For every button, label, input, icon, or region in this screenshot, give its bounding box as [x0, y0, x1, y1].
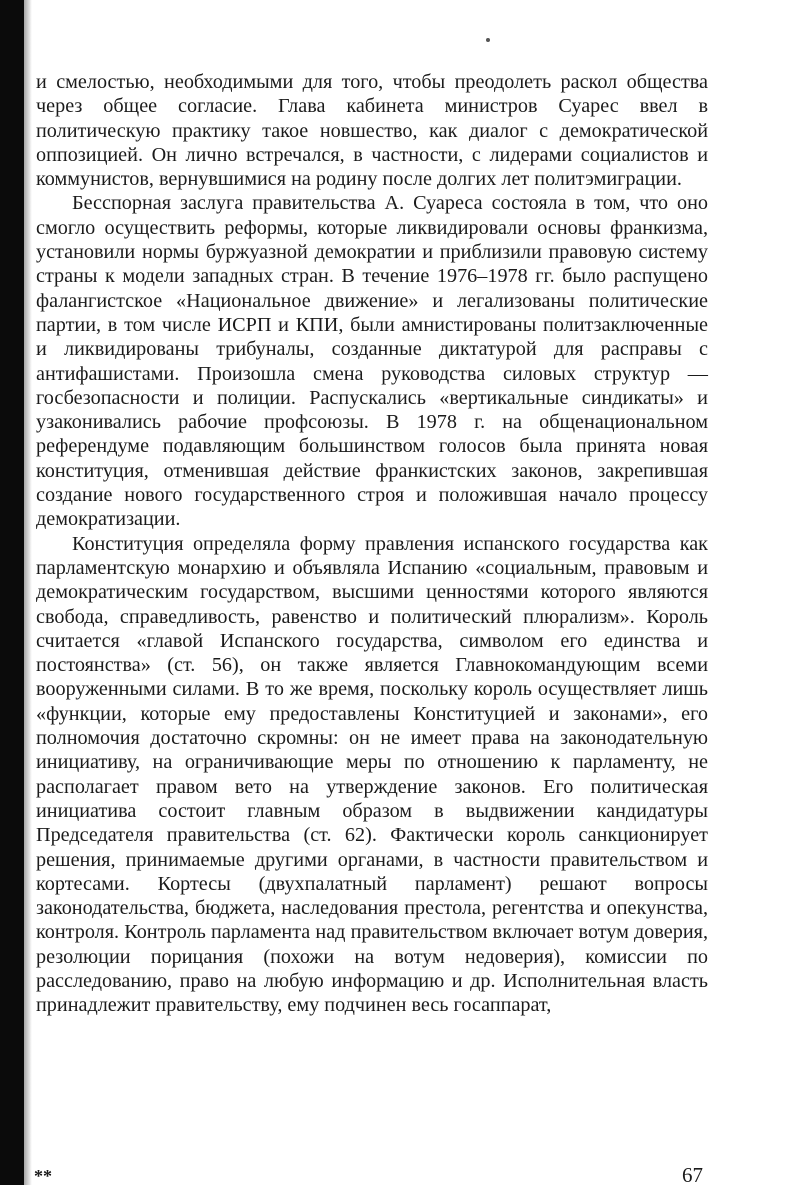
scan-speck — [486, 38, 490, 42]
page-body — [36, 70, 708, 1018]
scan-shadow-edge — [0, 0, 24, 1185]
paragraph-2: Бесспорная заслуга правительства А. Суареса состояла в том, что оно смогло осуществить реформы, которые ликвидировали основы франкизма, установили нормы буржуазной демократии и приблизили правовую систему страны к модели западных стран. В течение 1976–1978 гг. было распущено фалангистское «Национальное движение» и легализованы политические партии, в том числе ИСРП и КПИ, были амнистированы политзаключенные и ликвидированы трибуналы, созданные диктатурой для расправы с антифашистами. Произошла смена руководства силовых структур — госбезопасности и полиции. Распускались «вертикальные синдикаты» и узаконивались рабочие профсоюзы. В 1978 г. на общенациональном референдуме подавляющим большинством голосов была принята новая конституция, отменившая действие франкистских законов, закрепившая создание нового государственного строя и положившая начало процессу демократизации. — [36, 192, 708, 531]
page-number: 67 — [682, 1163, 703, 1187]
paragraph-3: Конституция определяла форму правления испанского государства как парламентскую монархию и объявляла Испанию «социальным, правовым и демократическим государством, высшими ценностями которого являются свобода, справедливость, равенство и политический плюрализм». Король считается «главой Испанского государства, символом его единства и постоянства» (ст. 56), он также является Главнокомандующим всеми вооруженными силами. В то же время, поскольку король осуществляет лишь «функции, которые ему предоставлены Конституцией и законами», его полномочия достаточно скромны: он не имеет права на законодательную инициативу, на ограничивающие меры по отношению к парламенту, не располагает правом вето на утверждение законов. Его политическая инициатива состоит главным образом в выдвижении кандидатуры Председателя правительства (ст. 62). Фактически король санкционирует решения, принимаемые другими органами, в частности правительством и кортесами. Кортесы (двухпалатный парламент) решают вопросы законодательства, бюджета, наследования престола, регентства и опекунства, контроля. Контроль парламента над правительством включает вотум доверия, резолюции порицания (похожи на вотум недоверия), комиссии по расследованию, право на любую информацию и др. Исполнительная власть принадлежит правительству, ему подчинен весь госаппарат, — [36, 532, 708, 1017]
paragraph-1: и смелостью, необходимыми для того, чтобы преодолеть раскол общества через общее согласие. Глава кабинета министров Суарес ввел в политическую практику такое новшество, как диалог с демократической оппозицией. Он лично встречался, в частности, с лидерами социалистов и коммунистов, вернувшимися на родину после долгих лет политэмиграции. — [36, 71, 708, 191]
footer-mark: ** — [34, 1166, 52, 1186]
